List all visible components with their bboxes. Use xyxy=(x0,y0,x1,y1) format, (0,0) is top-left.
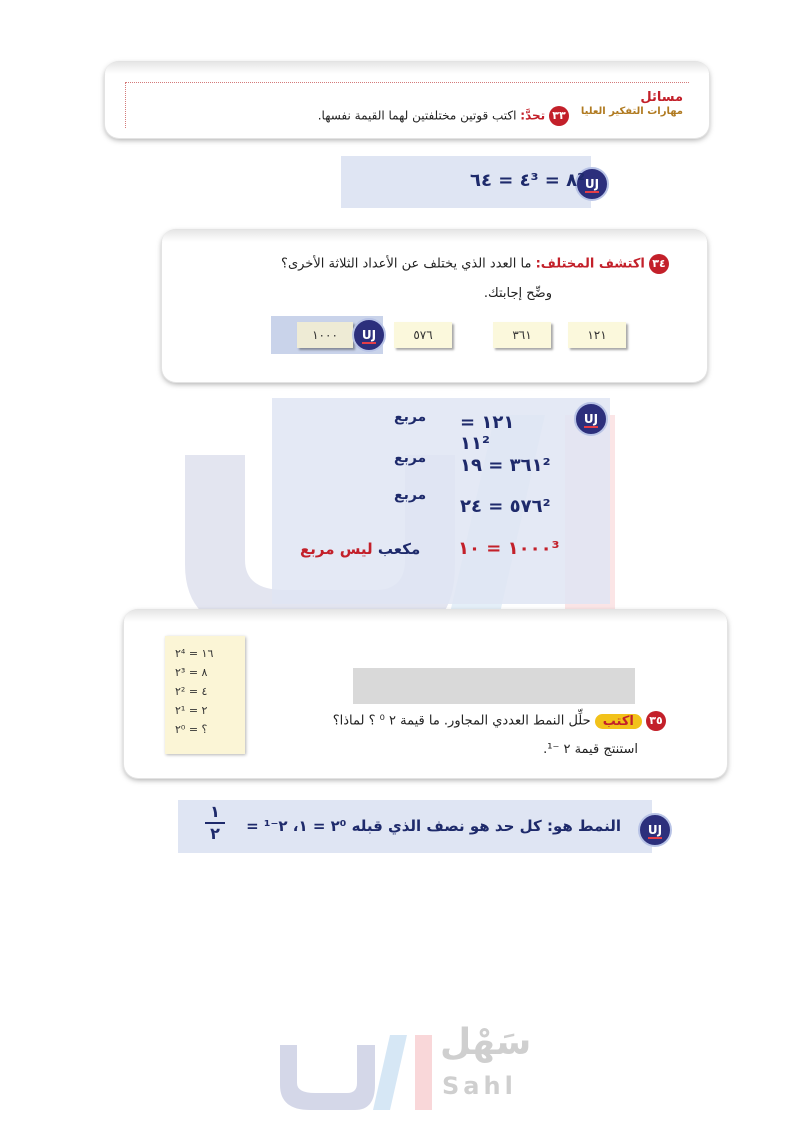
answer-33-text: ٨² = ٤³ = ٦٤ xyxy=(470,170,585,191)
pattern-card: ٢⁴ = ١٦ ٢³ = ٨ ٢² = ٤ ٢¹ = ٢ ٢⁰ = ؟ xyxy=(165,636,245,754)
question-text: ما العدد الذي يختلف عن الأعداد الثلاثة الأخرى؟ xyxy=(281,256,532,272)
question-number: ٣٣ xyxy=(549,106,569,126)
sahl-badge-icon: UJ xyxy=(352,318,386,352)
question-text: اكتب قوتين مختلفتين لهما القيمة نفسها. xyxy=(317,108,517,123)
problems-header-card xyxy=(105,62,709,138)
section-subtitle: مهارات التفكير العليا xyxy=(580,106,683,117)
sahl-badge-icon: UJ xyxy=(574,402,608,436)
question-34-card xyxy=(162,230,707,382)
sahl-logo-en: Sahl xyxy=(442,1072,517,1100)
option-1000: ١٠٠٠ xyxy=(297,322,353,348)
option-121: ١٢١ xyxy=(568,322,626,348)
question-keyword: تحدَّ: xyxy=(520,108,546,123)
section-title: مسائل xyxy=(640,90,683,105)
question-keyword: اكتب xyxy=(595,714,642,729)
answer-35-text: النمط هو: كل حد هو نصف الذي قبله ٢⁰ = ١، ٢⁻¹ = xyxy=(246,817,621,835)
question-text: حلِّل النمط العددي المجاور. ما قيمة ٢ ⁰ ؟ لماذا؟ xyxy=(332,713,591,729)
question-text-2: وضِّح إجابتك. xyxy=(483,286,552,301)
cube-label: مكعب ليس مربع xyxy=(300,540,421,558)
dotted-divider xyxy=(125,82,689,83)
question-number: ٣٥ xyxy=(646,711,666,731)
question-keyword: اكتشف المختلف: xyxy=(535,256,645,272)
question-34 xyxy=(281,254,669,274)
answer-box-34 xyxy=(272,398,610,604)
question-35 xyxy=(333,711,666,731)
option-576: ٥٧٦ xyxy=(394,322,452,348)
sahl-badge-icon: UJ xyxy=(638,813,672,847)
option-361: ٣٦١ xyxy=(493,322,551,348)
square-row-3: ٥٧٦ = ٢٤² xyxy=(460,496,551,517)
sahl-badge-icon: UJ xyxy=(575,167,609,201)
sahl-logo-ar: سَهْل xyxy=(440,1022,532,1063)
cube-row: ١٠٠٠ = ١٠³ xyxy=(458,538,560,559)
square-label-3: مربع xyxy=(394,487,427,503)
square-row-2: ٣٦١ = ١٩² xyxy=(460,455,551,476)
square-label-2: مربع xyxy=(394,450,427,466)
question-35-text-2: استنتج قيمة ٢ ⁻¹. xyxy=(543,742,638,757)
question-number: ٣٤ xyxy=(649,254,669,274)
question-33 xyxy=(318,106,569,126)
square-label-1: مربع xyxy=(394,409,427,425)
fraction-half: ١ ٢ xyxy=(200,802,230,844)
hidden-content-bar xyxy=(353,668,635,704)
square-row-1: ١٢١ = ١١² xyxy=(460,412,515,454)
dotted-side xyxy=(125,82,126,128)
